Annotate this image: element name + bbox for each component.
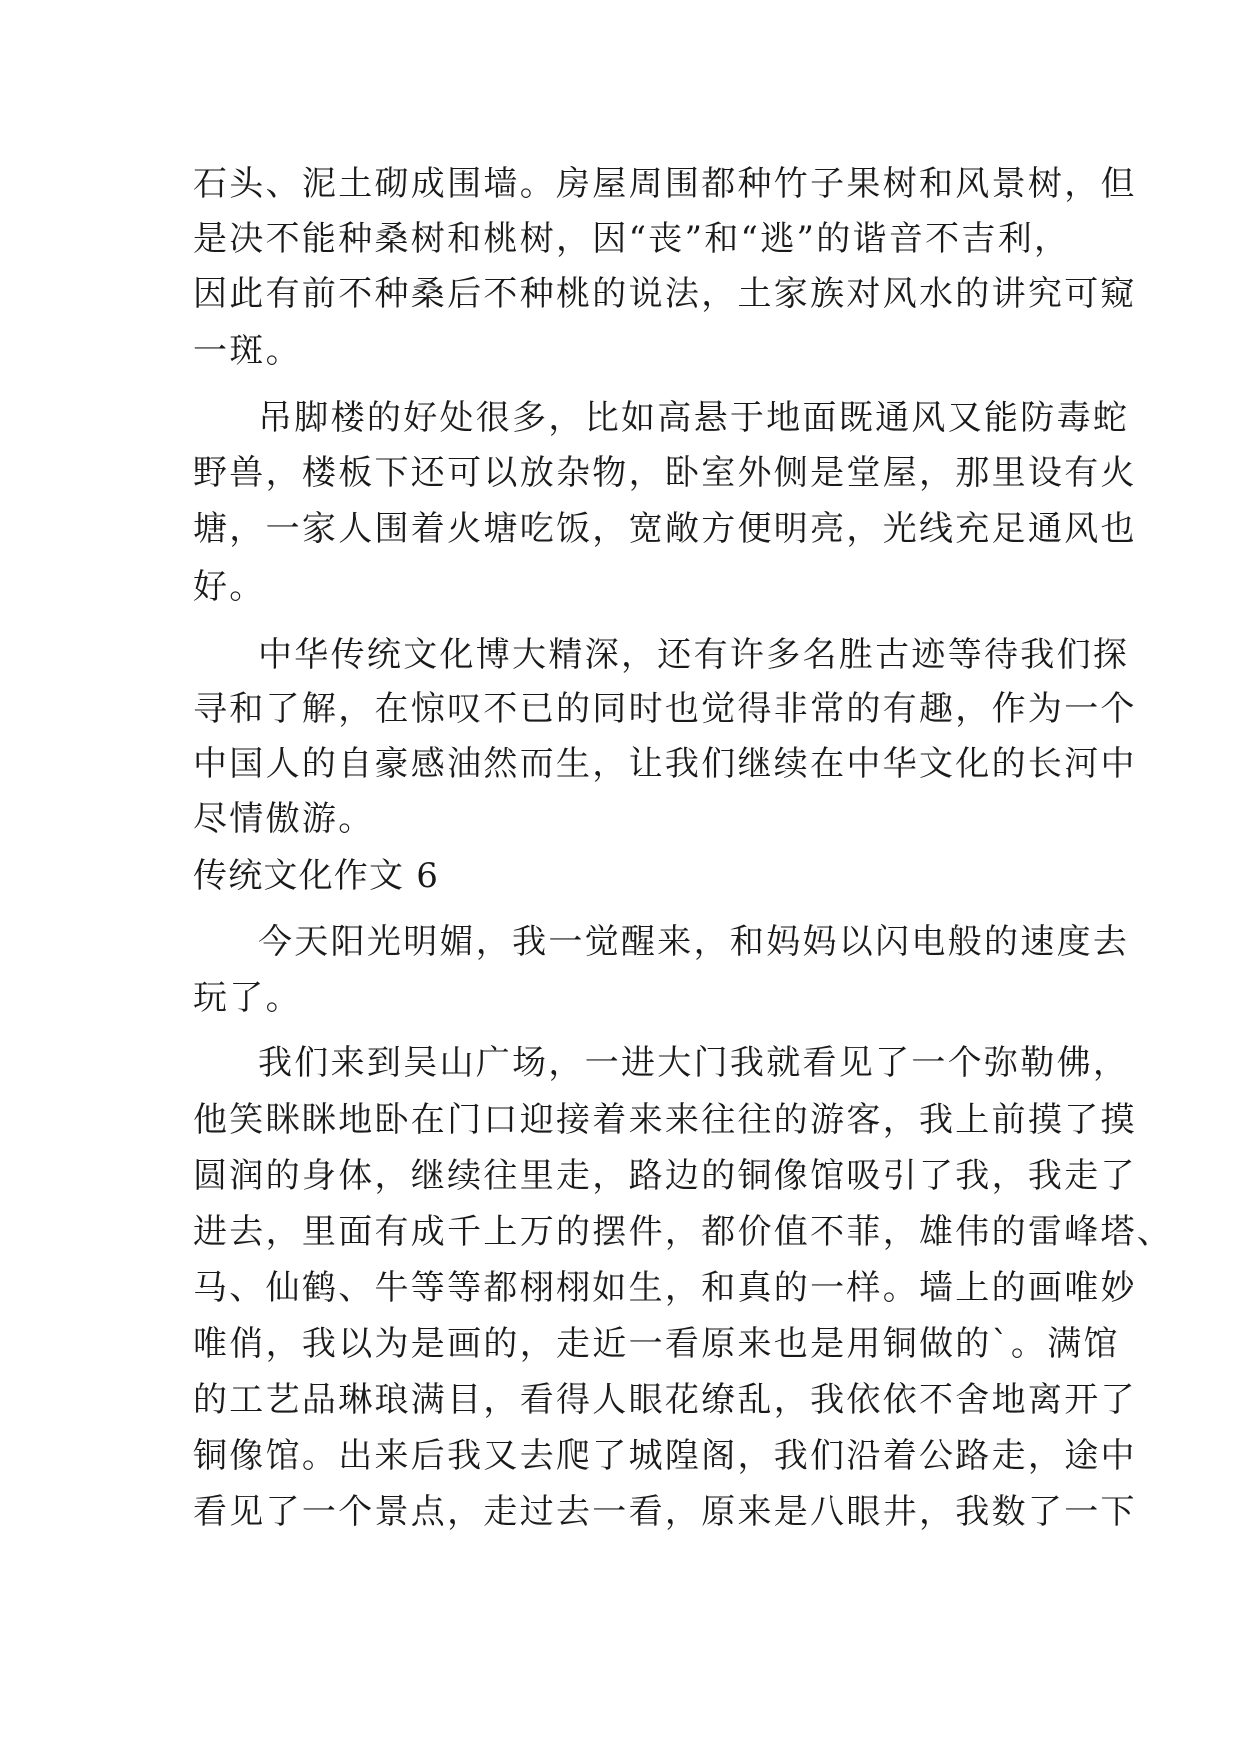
text-line: 是决不能种桑树和桃树，因“丧”和“逃”的谐音不吉利， [193,219,1071,259]
section-heading: 传统文化作文 6 [193,856,440,896]
paragraph-first-line: 今天阳光明媚，我一觉醒来，和妈妈以闪电般的速度去 [258,922,1130,962]
text-line: 尽情傲游。 [193,799,375,839]
paragraph-first-line: 我们来到吴山广场，一进大门我就看见了一个弥勒佛， [258,1043,1130,1083]
paragraph-first-line: 中华传统文化博大精深，还有许多名胜古迹等待我们探 [258,635,1130,675]
text-line: 石头、泥土砌成围墙。房屋周围都种竹子果树和风景树，但 [193,164,1137,204]
text-line: 马、仙鹤、牛等等都栩栩如生，和真的一样。墙上的画唯妙 [193,1268,1137,1308]
text-line: 野兽，楼板下还可以放杂物，卧室外侧是堂屋，那里设有火 [193,453,1137,493]
text-line: 中国人的自豪感油然而生，让我们继续在中华文化的长河中 [193,744,1137,784]
text-line: 寻和了解，在惊叹不已的同时也觉得非常的有趣，作为一个 [193,689,1137,729]
paragraph-first-line: 吊脚楼的好处很多，比如高悬于地面既通风又能防毒蛇 [258,398,1130,438]
text-line: 进去，里面有成千上万的摆件，都价值不菲，雄伟的雷峰塔、 [193,1212,1174,1252]
text-line: 唯俏，我以为是画的，走近一看原来也是用铜做的`。满馆 [193,1324,1120,1364]
text-line: 的工艺品琳琅满目，看得人眼花缭乱，我依依不舍地离开了 [193,1380,1137,1420]
text-line: 看见了一个景点，走过去一看，原来是八眼井，我数了一下 [193,1492,1137,1532]
text-line: 铜像馆。出来后我又去爬了城隍阁，我们沿着公路走，途中 [193,1436,1137,1476]
text-line: 一斑。 [193,331,302,371]
text-line: 圆润的身体，继续往里走，路边的铜像馆吸引了我，我走了 [193,1156,1137,1196]
text-line: 好。 [193,567,266,607]
text-line: 因此有前不种桑后不种桃的说法，土家族对风水的讲究可窥 [193,274,1137,314]
text-line: 他笑眯眯地卧在门口迎接着来来往往的游客，我上前摸了摸 [193,1100,1137,1140]
text-line: 塘，一家人围着火塘吃饭，宽敞方便明亮，光线充足通风也 [193,509,1137,549]
text-line: 玩了。 [193,978,302,1018]
